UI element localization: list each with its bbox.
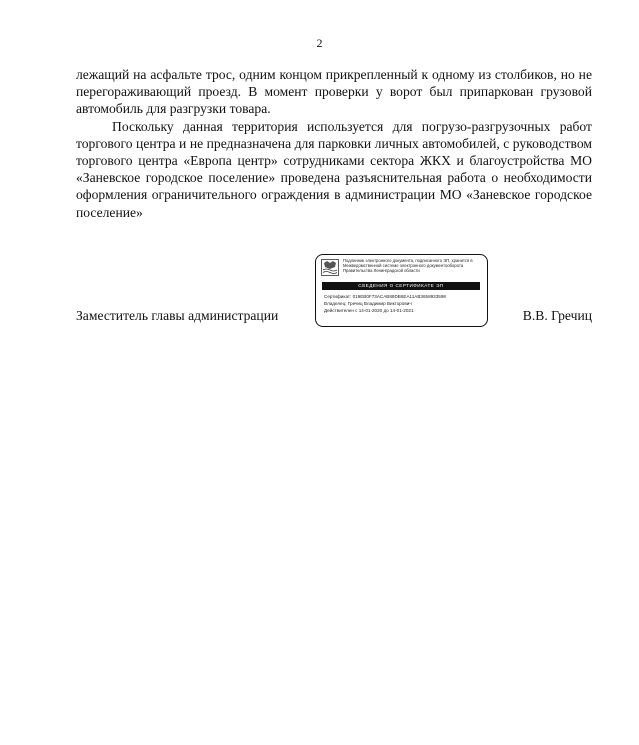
stamp-certificate-banner: СВЕДЕНИЯ О СЕРТИФИКАТЕ ЭП (322, 282, 480, 290)
body-paragraph-1: лежащий на асфальте трос, одним концом прикрепленный к одному из столбиков, но не перегораживающий проезд. В момент проверки у ворот был припаркован грузовой автомобиль для разгрузки товара. (76, 67, 592, 117)
body-paragraph-2: Поскольку данная территория используется для погрузо-разгрузочных работ торгового центра и не предназначена для парковки личных автомобилей, с руководством торгового центра «Европа центр» сотрудниками сектора ЖКХ и благоустройства МО «Заневское городское поселение» проведена разъяснительная работа о необходимости оформления ограничительного ограждения в администрации МО «Заневское городское поселение» (76, 118, 592, 220)
electronic-signature-stamp (315, 254, 488, 327)
signatory-position: Заместитель главы администрации (76, 308, 279, 323)
stamp-certificate-number: Сертификат: 019EB0F73ACAB89DB6EA11AB3658933598 (324, 294, 446, 299)
coat-of-arms-icon (321, 259, 339, 276)
signatory-name: В.В. Гречиц (522, 308, 592, 323)
stamp-owner: Владелец: Гречиц Владимир Викторович (324, 301, 412, 307)
page-number: 2 (316, 36, 323, 50)
stamp-validity: Действителен с 14-01-2020 до 14-01-2021 (324, 308, 414, 314)
stamp-header-text: Подлинник электронного документа, подписанного ЭП, хранится в Межведомственной системе электронного документооборота Правительства Ленинградской области (343, 258, 473, 274)
document-body (76, 66, 592, 221)
stamp-details (324, 293, 484, 315)
